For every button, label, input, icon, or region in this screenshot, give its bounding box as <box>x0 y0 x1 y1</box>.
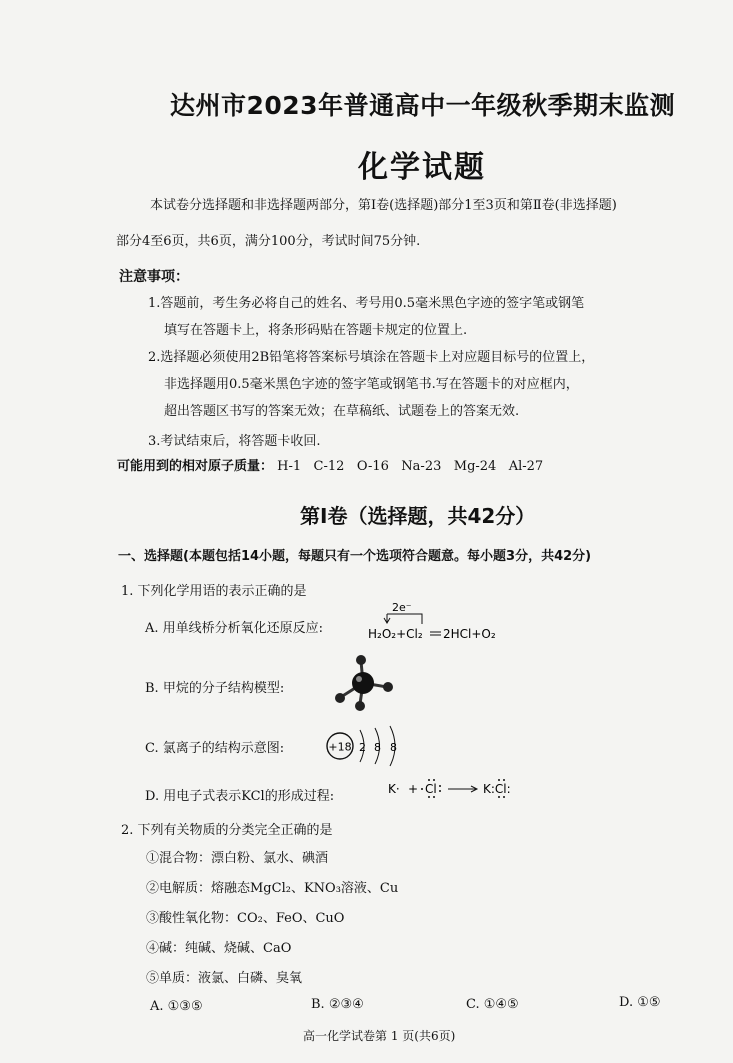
electron-dot <box>433 779 435 781</box>
electron-dot <box>421 788 423 790</box>
electron-dot <box>428 779 430 781</box>
atomic-masses-label: 可能用到的相对原子质量： <box>117 459 274 474</box>
kcl-electron-formula <box>384 774 534 804</box>
section-instruction: 一、选择题(本题包括14小题，每题只有一个选项符合题意。每小题3分，共42分) <box>118 549 592 564</box>
carbon-highlight <box>356 676 362 682</box>
q2-option-d: D. ①⑤ <box>619 995 661 1010</box>
electron-dot <box>503 796 505 798</box>
electron-dot <box>433 796 435 798</box>
note-item: 非选择题用0.5毫米黑色字迹的签字笔或钢笔书.写在答题卡的对应框内， <box>164 377 579 392</box>
q1-option-d: D. 用电子式表示KCl的形成过程: <box>145 789 335 804</box>
electron-dot <box>428 796 430 798</box>
bridge-arrow <box>387 614 422 624</box>
note-item: 超出答题区书写的答案无效；在草稿纸、试题卷上的答案无效. <box>164 404 520 419</box>
section-title: 第Ⅰ卷（选择题，共42分） <box>300 504 536 528</box>
hydrogen-atom <box>355 701 365 711</box>
electron-dot <box>498 779 500 781</box>
question-2-stem: 2. 下列有关物质的分类完全正确的是 <box>121 823 333 838</box>
electron-dot <box>503 779 505 781</box>
q2-option-a: A. ①③⑤ <box>150 999 203 1014</box>
q1-option-c: C. 氯离子的结构示意图: <box>145 741 285 756</box>
carbon-atom <box>352 672 374 694</box>
q2-item: ⑤单质：液氯、白磷、臭氧 <box>146 971 303 986</box>
atomic-masses-values: H-1 C-12 O-16 Na-23 Mg-24 Al-27 <box>277 459 544 474</box>
question-1-stem: 1. 下列化学用语的表示正确的是 <box>121 584 307 599</box>
q2-item: ②电解质：熔融态MgCl₂、KNO₃溶液、Cu <box>146 881 399 896</box>
shell-electrons: 8 <box>374 741 381 754</box>
electron-dot <box>498 796 500 798</box>
exam-title: 达州市2023年普通高中一年级秋季期末监测 <box>170 91 676 120</box>
page-footer: 高一化学试卷第 1 页(共6页) <box>303 1029 456 1043</box>
methane-ball-stick-model <box>325 652 405 722</box>
q2-item: ③酸性氧化物：CO₂、FeO、CuO <box>146 911 345 926</box>
q1-option-b: B. 甲烷的分子结构模型: <box>145 681 285 696</box>
hydrogen-atom <box>335 693 345 703</box>
q2-item: ④碱：纯碱、烧碱、CaO <box>146 941 292 956</box>
electron-dot <box>439 790 441 792</box>
hydrogen-atom <box>383 682 393 692</box>
q2-item: ①混合物：漂白粉、氯水、碘酒 <box>146 851 329 866</box>
intro-line-2: 部分4至6页，共6页，满分100分，考试时间75分钟. <box>116 234 421 249</box>
shell-electrons: 2 <box>359 741 366 754</box>
hydrogen-atom <box>356 655 366 665</box>
equation-right: 2HCl+O₂ <box>443 627 496 641</box>
q2-option-b: B. ②③④ <box>311 997 364 1012</box>
note-item: 填写在答题卡上，将条形码贴在答题卡规定的位置上. <box>164 323 468 338</box>
plus-sign: + <box>408 782 419 796</box>
nucleus-charge: +18 <box>328 740 352 754</box>
note-item: 1.答题前，考生务必将自己的姓名、考号用0.5毫米黑色字迹的签字笔或钢笔 <box>148 296 585 311</box>
chloride-ion-structure-diagram <box>322 722 412 768</box>
kcl-product: K:Cl: <box>483 782 511 796</box>
potassium-electron-dot: K· <box>388 782 400 796</box>
intro-line-1: 本试卷分选择题和非选择题两部分，第Ⅰ卷(选择题)部分1至3页和第Ⅱ卷(非选择题) <box>150 198 617 213</box>
q2-option-c: C. ①④⑤ <box>466 997 519 1012</box>
subject-title: 化学试题 <box>358 150 486 185</box>
electron-count-label: 2e⁻ <box>392 601 412 614</box>
chlorine-symbol: Cl <box>425 782 437 796</box>
q1-option-a: A. 用单线桥分析氧化还原反应: <box>145 621 324 636</box>
electron-dot <box>439 785 441 787</box>
redox-single-bridge-diagram <box>364 598 514 644</box>
equation-left: H₂O₂+Cl₂ <box>368 627 423 641</box>
atomic-masses <box>117 455 543 474</box>
notes-heading: 注意事项： <box>119 269 189 285</box>
note-item: 2.选择题必须使用2B铅笔将答案标号填涂在答题卡上对应题目标号的位置上， <box>148 350 595 365</box>
shell-electrons: 8 <box>390 741 397 754</box>
note-item: 3.考试结束后，将答题卡收回. <box>148 434 321 449</box>
